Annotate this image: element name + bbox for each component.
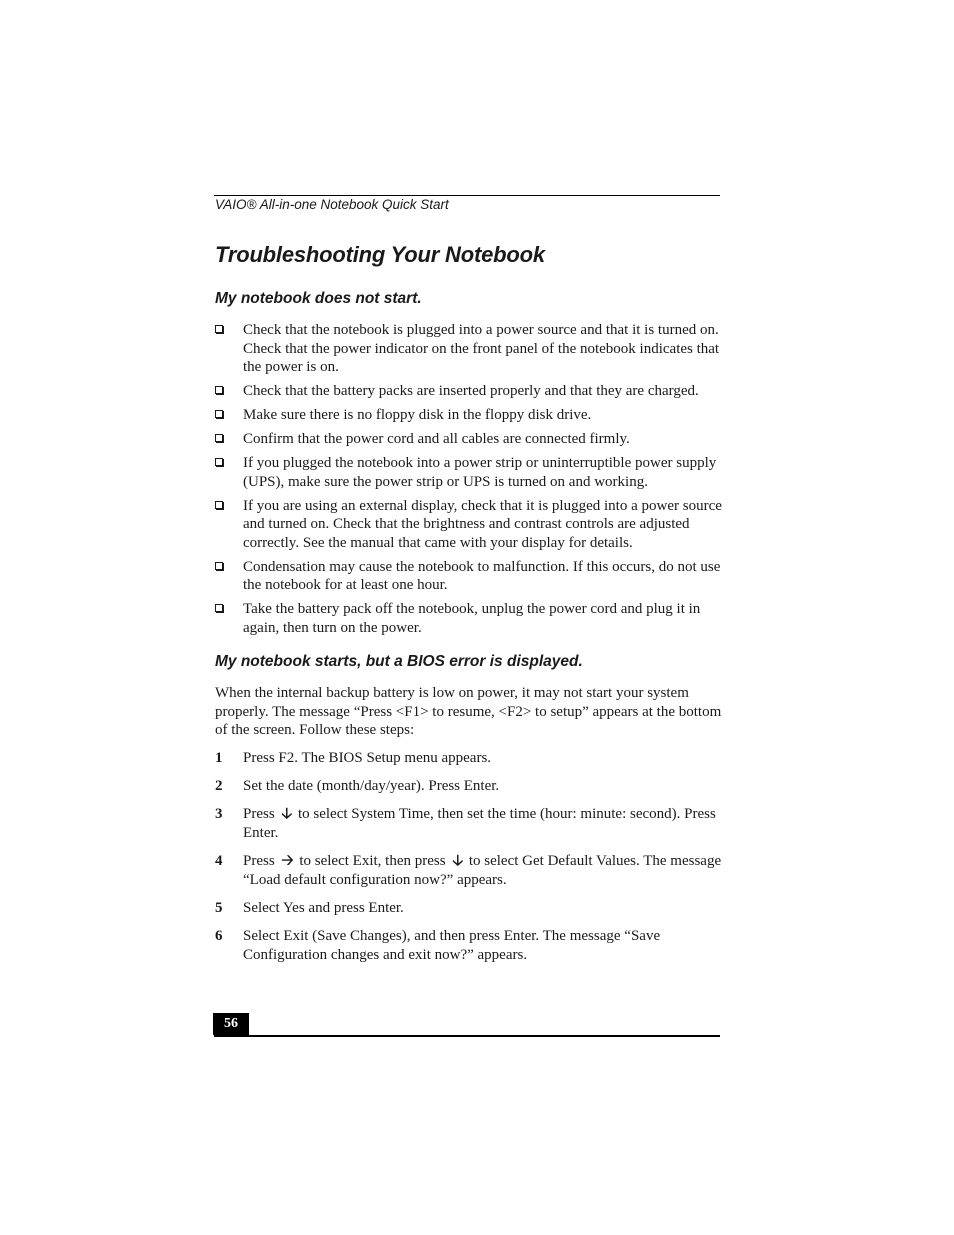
step-number: 4 [215, 853, 223, 870]
list-item: Condensation may cause the notebook to malfunction. If this occurs, do not use the notebook for at least one hour. [215, 558, 725, 595]
running-head: VAIO® All-in-one Notebook Quick Start [215, 197, 449, 212]
checkbox-bullet-icon [215, 458, 223, 466]
checkbox-bullet-icon [215, 604, 223, 612]
step-item: 6 Select Exit (Save Changes), and then press Enter. The message “Save Configuration changes and exit now?” appears. [215, 928, 661, 963]
step-item: 2 Set the date (month/day/year). Press Enter. [215, 778, 500, 795]
checkbox-bullet-icon [215, 325, 223, 333]
list-item: Make sure there is no floppy disk in the floppy disk drive. [215, 406, 725, 425]
down-arrow-icon: 🡣 [452, 853, 464, 870]
intro-paragraph: When the internal backup battery is low on power, it may not start your system properly. The message “Press <F1> to resume, <F2> to setup” appears at the bottom of the screen. Follow these steps: [215, 685, 722, 739]
section-heading-not-start: My notebook does not start. [215, 290, 422, 307]
step-number: 2 [215, 778, 223, 795]
down-arrow-icon: 🡣 [281, 806, 293, 823]
checkbox-bullet-icon [215, 501, 223, 509]
list-item: Take the battery pack off the notebook, unplug the power cord and plug it in again, then turn on the power. [215, 600, 725, 637]
footer-rule [214, 1035, 720, 1037]
right-arrow-icon: 🡢 [281, 853, 294, 870]
step-number: 1 [215, 750, 223, 766]
checkbox-bullet-icon [215, 562, 223, 570]
header-rule [214, 195, 720, 196]
step-item: 4 Press 🡢 to select Exit, then press 🡣 to select Get Default Values. The message “Load default configuration now?” appears. [215, 853, 722, 888]
checkbox-bullet-icon [215, 386, 223, 394]
steps-list [215, 749, 725, 974]
step-item: 1 Press F2. The BIOS Setup menu appears. [215, 750, 492, 766]
page-number: 56 [213, 1013, 249, 1035]
checklist [215, 321, 725, 643]
step-number: 5 [215, 899, 223, 916]
checkbox-bullet-icon [215, 434, 223, 442]
list-item: Confirm that the power cord and all cables are connected firmly. [215, 430, 725, 449]
list-item: Check that the notebook is plugged into a power source and that it is turned on. Check that the power indicator on the front panel of the notebook indicates that the power is on. [215, 321, 725, 377]
step-number: 6 [215, 928, 223, 945]
list-item: If you plugged the notebook into a power strip or uninterruptible power supply (UPS), make sure the power strip or UPS is turned on and working. [215, 454, 725, 491]
step-number: 3 [215, 806, 223, 823]
list-item: Check that the battery packs are inserted properly and that they are charged. [215, 382, 725, 401]
page-title: Troubleshooting Your Notebook [215, 242, 545, 267]
step-item: 5 Select Yes and press Enter. [215, 899, 404, 916]
list-item: If you are using an external display, check that it is plugged into a power source and turned on. Check that the brightness and contrast controls are adjusted correctly. See the manual that came with your display for details. [215, 497, 725, 553]
step-item: 3 Press 🡣 to select System Time, then set the time (hour: minute: second). Press Enter. [215, 806, 716, 841]
section-heading-bios-error: My notebook starts, but a BIOS error is displayed. [215, 653, 583, 670]
checkbox-bullet-icon [215, 410, 223, 418]
